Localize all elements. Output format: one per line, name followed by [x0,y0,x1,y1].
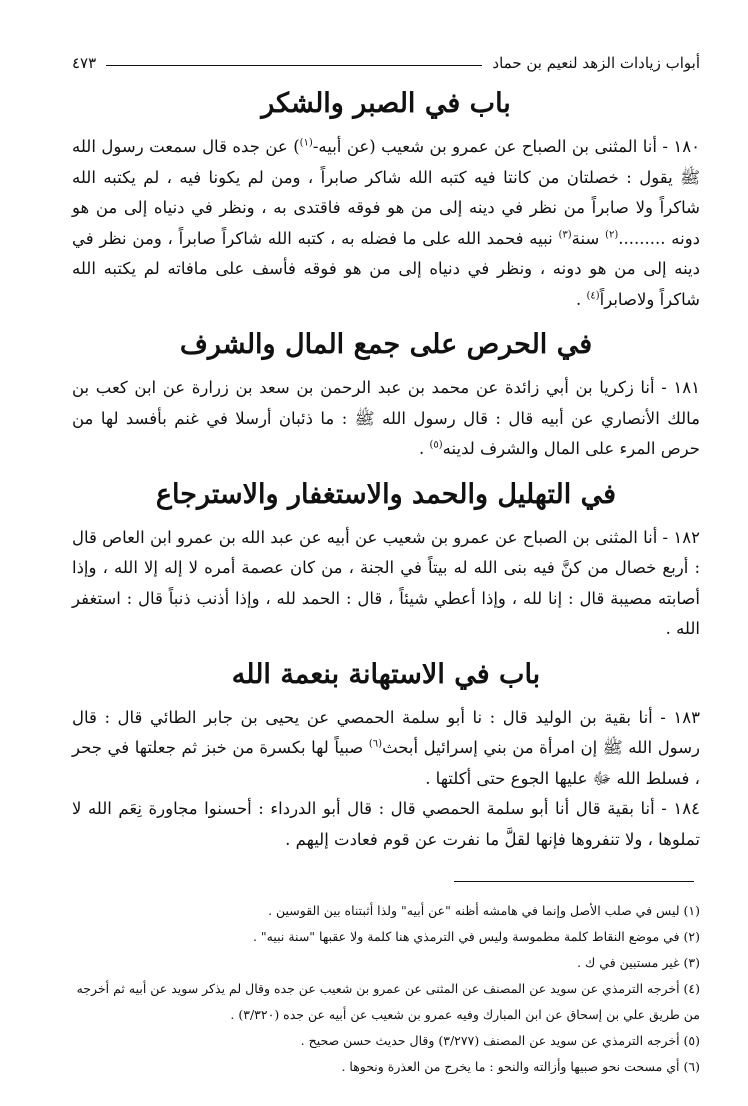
footnote-ref: (٣) [558,229,572,240]
footnote-ref: (٤) [586,290,600,301]
section-title: باب في الاستهانة بنعمة الله [231,658,541,690]
header-rule [106,65,482,66]
footnote-ref: (٢) [605,229,619,240]
hadith-entry [72,794,700,855]
page-number: ٤٧٣ [72,54,97,72]
entry-text: سنة [571,228,606,248]
footnote-item: (٦) أي مسحت نحو صبيها وأزالته والنحو : ما يخرج من العذرة ونحوها . [341,1059,700,1074]
section-title: في الحرص على جمع المال والشرف [179,329,593,360]
footnote-item: (٤) أخرجه الترمذي عن سويد عن المصنف عن المثنى عن عمرو بن شعيب عن جده وقال لم يذكر سويد عن أبيه ثم أخرجه من طريق علي بن إسحاق عن ابن المبارك وفيه عمرو بن شعيب عن أبيه عن جده (٣/٣٢٠) . [76,981,700,1022]
footnote-ref: (٥) [429,439,443,451]
section-title: باب في الصبر والشكر [261,88,511,119]
entry-text: نبيه فحمد الله على ما فضله به ، كتبه الله شاكراً صابراً ، ومن نظر في دينه إلى من هو دونه ، ونظر في دنياه إلى من هو فوقه فأسف على مافاته لم يكتبه الله شاكراً ولاصابراً [72,228,700,309]
entry-text: . [418,439,430,458]
running-title: أبواب زيادات الزهد لنعيم بن حماد [492,54,700,72]
entry-text: ١٨٠ - أنا المثنى بن الصباح عن عمرو بن شعيب (عن أبيه- [312,137,700,156]
entry-text: ١٨٢ - أنا المثنى بن الصباح عن عمرو بن شعيب عن أبيه عن عبد الله بن عمرو ابن العاص قال : أربع خصال من كنَّ فيه بنى الله له بيتاً في الجنة ، من كان عصمة أمره لا إله إلا الله ، وإذا أصابته مصيبة قال : إنا لله ، وإذا أعطي شيئاً ، قال : الحمد لله ، وإذا أذنب ذنباً قال : استغفر الله . [72,527,700,638]
page-body [72,86,700,855]
footnote-ref: (١) [299,137,313,149]
hadith-entry [72,703,700,795]
section-title: في التهليل والحمد والاستغفار والاسترجاع [155,478,617,510]
entry-text: صبياً لها بكسرة من خبز ثم جعلتها في جحر ، فسلط الله ﷻ عليها الجوع حتى أكلتها . [72,738,700,788]
footnote-item: (٢) في موضع النقاط كلمة مطموسة وليس في الترمذي هنا كلمة ولا عقبها "سنة نبيه" . [252,929,700,944]
entry-text: ١٨١ - أنا زكريا بن أبي زائدة عن محمد بن عبد الرحمن بن سعد بن زرارة عن ابن كعب بن مالك الأنصاري عن أبيه قال : قال رسول الله ﷺ : ما ذئبان أرسلا في غنم بأفسد لها من حرص المرء على المال والشرف لدينه [72,378,700,458]
hadith-entry [72,523,700,645]
footnotes [72,898,700,1080]
footnote-item: (١) ليس في صلب الأصل وإنما في هامشه أظنه "عن أبيه" ولذا أثبتناه بين القوسين . [268,903,700,918]
footnote-item: (٣) غير مستبين في ك . [577,955,700,970]
entry-text: ) عن جده قال سمعت رسول الله ﷺ يقول : خصلتان من كانتا فيه كتبه الله شاكر صابراً ، ومن لم يكونا فيه ، لم يكتبه الله شاكراً ولا صابراً من نظر في دينه إلى من هو فوقه فاقتدى به ، ونظر في دنياه إلى من هو دونه ......... [72,137,701,248]
hadith-entry [72,373,700,465]
footnote-item: (٥) أخرجه الترمذي عن سويد عن المصنف (٣/٢٧٧) وقال حديث حسن صحيح . [300,1033,700,1048]
hadith-entry [72,132,700,315]
running-header [72,52,700,74]
footnote-ref: (٦) [368,738,383,750]
entry-text: ١٨٣ - أنا بقية بن الوليد قال : نا أبو سلمة الحمصي عن يحيى بن جابر الطائي قال : قال رسول الله ﷺ إن امرأة من بني إسرائيل أبحث [72,707,700,757]
entry-text: . [575,289,587,309]
entry-text: ١٨٤ - أنا بقية قال أنا أبو سلمة الحمصي قال : قال أبو الدرداء : أحسنوا مجاورة نِعَم الله لا تملوها ، ولا تنفروها فإنها لقلَّ ما نفرت عن قوم فعادت إليهم . [72,799,700,849]
footnote-separator [454,881,694,882]
